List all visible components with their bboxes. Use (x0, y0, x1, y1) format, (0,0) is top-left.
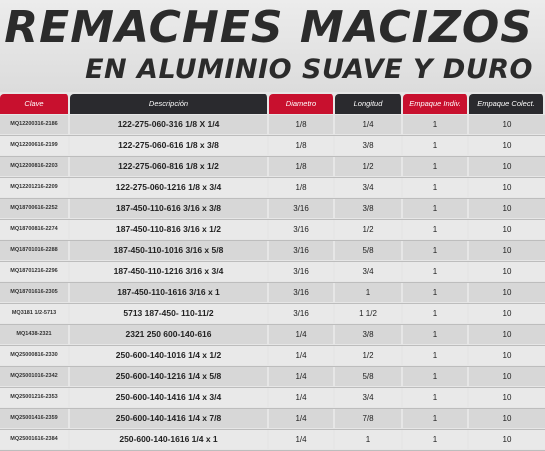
cell-descripcion: 250-600-140-1016 1/4 x 1/2 (70, 346, 269, 365)
cell-empaque-indiv: 1 (403, 304, 469, 323)
column-header-descripcion: Descripción (70, 94, 269, 114)
cell-clave: MQ18701216-2296 (0, 262, 70, 281)
cell-empaque-indiv: 1 (403, 346, 469, 365)
cell-empaque-indiv: 1 (403, 157, 469, 176)
cell-clave: MQ25001416-2359 (0, 409, 70, 428)
cell-diametro: 1/4 (269, 346, 335, 365)
cell-empaque-indiv: 1 (403, 409, 469, 428)
cell-longitud: 3/4 (335, 178, 403, 197)
cell-diametro: 1/4 (269, 325, 335, 344)
cell-clave: MQ12200616-2199 (0, 136, 70, 155)
cell-empaque-colect: 10 (469, 136, 545, 155)
cell-clave: MQ25001216-2353 (0, 388, 70, 407)
cell-diametro: 1/4 (269, 367, 335, 386)
cell-longitud: 1 (335, 283, 403, 302)
table-row (0, 346, 545, 367)
cell-empaque-indiv: 1 (403, 430, 469, 449)
cell-empaque-colect: 10 (469, 178, 545, 197)
cell-diametro: 1/4 (269, 430, 335, 449)
table-row (0, 409, 545, 430)
cell-clave: MQ18701016-2288 (0, 241, 70, 260)
cell-descripcion: 187-450-110-816 3/16 x 1/2 (70, 220, 269, 239)
cell-longitud: 1 1/2 (335, 304, 403, 323)
cell-empaque-colect: 10 (469, 430, 545, 449)
cell-diametro: 1/8 (269, 115, 335, 134)
cell-empaque-colect: 10 (469, 241, 545, 260)
cell-diametro: 1/8 (269, 178, 335, 197)
table-row (0, 367, 545, 388)
cell-diametro: 1/8 (269, 157, 335, 176)
cell-longitud: 3/4 (335, 388, 403, 407)
cell-clave: MQ1438-2321 (0, 325, 70, 344)
cell-longitud: 1/4 (335, 115, 403, 134)
cell-diametro: 3/16 (269, 283, 335, 302)
cell-descripcion: 250-600-140-1416 1/4 x 7/8 (70, 409, 269, 428)
cell-longitud: 3/4 (335, 262, 403, 281)
column-header-longitud: Longitud (335, 94, 403, 114)
table-header-row (0, 94, 545, 114)
cell-empaque-colect: 10 (469, 304, 545, 323)
cell-diametro: 3/16 (269, 304, 335, 323)
table-row (0, 430, 545, 451)
cell-clave: MQ18700816-2274 (0, 220, 70, 239)
column-header-clave: Clave (0, 94, 70, 114)
cell-longitud: 7/8 (335, 409, 403, 428)
cell-descripcion: 187-450-110-1016 3/16 x 5/8 (70, 241, 269, 260)
cell-longitud: 1/2 (335, 346, 403, 365)
table-row (0, 241, 545, 262)
cell-diametro: 3/16 (269, 262, 335, 281)
cell-longitud: 1/2 (335, 220, 403, 239)
cell-longitud: 1 (335, 430, 403, 449)
cell-longitud: 3/8 (335, 325, 403, 344)
cell-longitud: 5/8 (335, 241, 403, 260)
cell-clave: MQ25001016-2342 (0, 367, 70, 386)
cell-descripcion: 187-450-110-616 3/16 x 3/8 (70, 199, 269, 218)
cell-descripcion: 187-450-110-1616 3/16 x 1 (70, 283, 269, 302)
cell-empaque-indiv: 1 (403, 136, 469, 155)
table-row (0, 157, 545, 178)
cell-empaque-indiv: 1 (403, 388, 469, 407)
table-body (0, 115, 545, 451)
cell-empaque-colect: 10 (469, 325, 545, 344)
table-row (0, 115, 545, 136)
cell-descripcion: 2321 250 600-140-616 (70, 325, 269, 344)
cell-diametro: 3/16 (269, 199, 335, 218)
cell-longitud: 3/8 (335, 199, 403, 218)
cell-empaque-indiv: 1 (403, 241, 469, 260)
cell-longitud: 5/8 (335, 367, 403, 386)
table-row (0, 262, 545, 283)
column-header-empaque-colect: Empaque Colect. (469, 94, 545, 114)
cell-descripcion: 122-275-060-1216 1/8 x 3/4 (70, 178, 269, 197)
page-subtitle: EN ALUMINIO SUAVE Y DURO (85, 54, 533, 85)
cell-clave: MQ12200316-2186 (0, 115, 70, 134)
cell-empaque-colect: 10 (469, 262, 545, 281)
cell-clave: MQ25001616-2384 (0, 430, 70, 449)
cell-diametro: 1/4 (269, 409, 335, 428)
cell-longitud: 1/2 (335, 157, 403, 176)
cell-clave: MQ18700616-2252 (0, 199, 70, 218)
cell-empaque-indiv: 1 (403, 178, 469, 197)
cell-empaque-colect: 10 (469, 367, 545, 386)
cell-descripcion: 250-600-140-1616 1/4 x 1 (70, 430, 269, 449)
cell-clave: MQ12201216-2209 (0, 178, 70, 197)
page-title: REMACHES MACIZOS (4, 2, 533, 53)
cell-empaque-indiv: 1 (403, 283, 469, 302)
column-header-empaque-indiv: Empaque Indiv. (403, 94, 469, 114)
cell-empaque-colect: 10 (469, 388, 545, 407)
table-row (0, 136, 545, 157)
cell-empaque-colect: 10 (469, 409, 545, 428)
cell-empaque-colect: 10 (469, 199, 545, 218)
cell-clave: MQ25000816-2330 (0, 346, 70, 365)
cell-diametro: 3/16 (269, 220, 335, 239)
page-header (0, 0, 545, 92)
cell-descripcion: 250-600-140-1216 1/4 x 5/8 (70, 367, 269, 386)
table-row (0, 220, 545, 241)
cell-descripcion: 122-275-060-616 1/8 x 3/8 (70, 136, 269, 155)
cell-empaque-indiv: 1 (403, 367, 469, 386)
cell-empaque-indiv: 1 (403, 325, 469, 344)
table-row (0, 199, 545, 220)
table-row (0, 178, 545, 199)
cell-diametro: 1/4 (269, 388, 335, 407)
cell-descripcion: 187-450-110-1216 3/16 x 3/4 (70, 262, 269, 281)
cell-empaque-colect: 10 (469, 346, 545, 365)
product-table (0, 94, 545, 451)
cell-empaque-indiv: 1 (403, 262, 469, 281)
cell-descripcion: 122-275-060-816 1/8 x 1/2 (70, 157, 269, 176)
cell-longitud: 3/8 (335, 136, 403, 155)
table-row (0, 325, 545, 346)
cell-empaque-indiv: 1 (403, 220, 469, 239)
cell-clave: MQ3181 1/2-5713 (0, 304, 70, 323)
cell-descripcion: 250-600-140-1416 1/4 x 3/4 (70, 388, 269, 407)
cell-clave: MQ12200816-2203 (0, 157, 70, 176)
cell-empaque-colect: 10 (469, 115, 545, 134)
cell-descripcion: 5713 187-450- 110-11/2 (70, 304, 269, 323)
cell-empaque-colect: 10 (469, 220, 545, 239)
table-row (0, 283, 545, 304)
column-header-diametro: Diametro (269, 94, 335, 114)
cell-diametro: 3/16 (269, 241, 335, 260)
cell-clave: MQ18701616-2305 (0, 283, 70, 302)
cell-descripcion: 122-275-060-316 1/8 X 1/4 (70, 115, 269, 134)
table-row (0, 304, 545, 325)
cell-empaque-indiv: 1 (403, 199, 469, 218)
cell-empaque-indiv: 1 (403, 115, 469, 134)
cell-diametro: 1/8 (269, 136, 335, 155)
cell-empaque-colect: 10 (469, 283, 545, 302)
cell-empaque-colect: 10 (469, 157, 545, 176)
